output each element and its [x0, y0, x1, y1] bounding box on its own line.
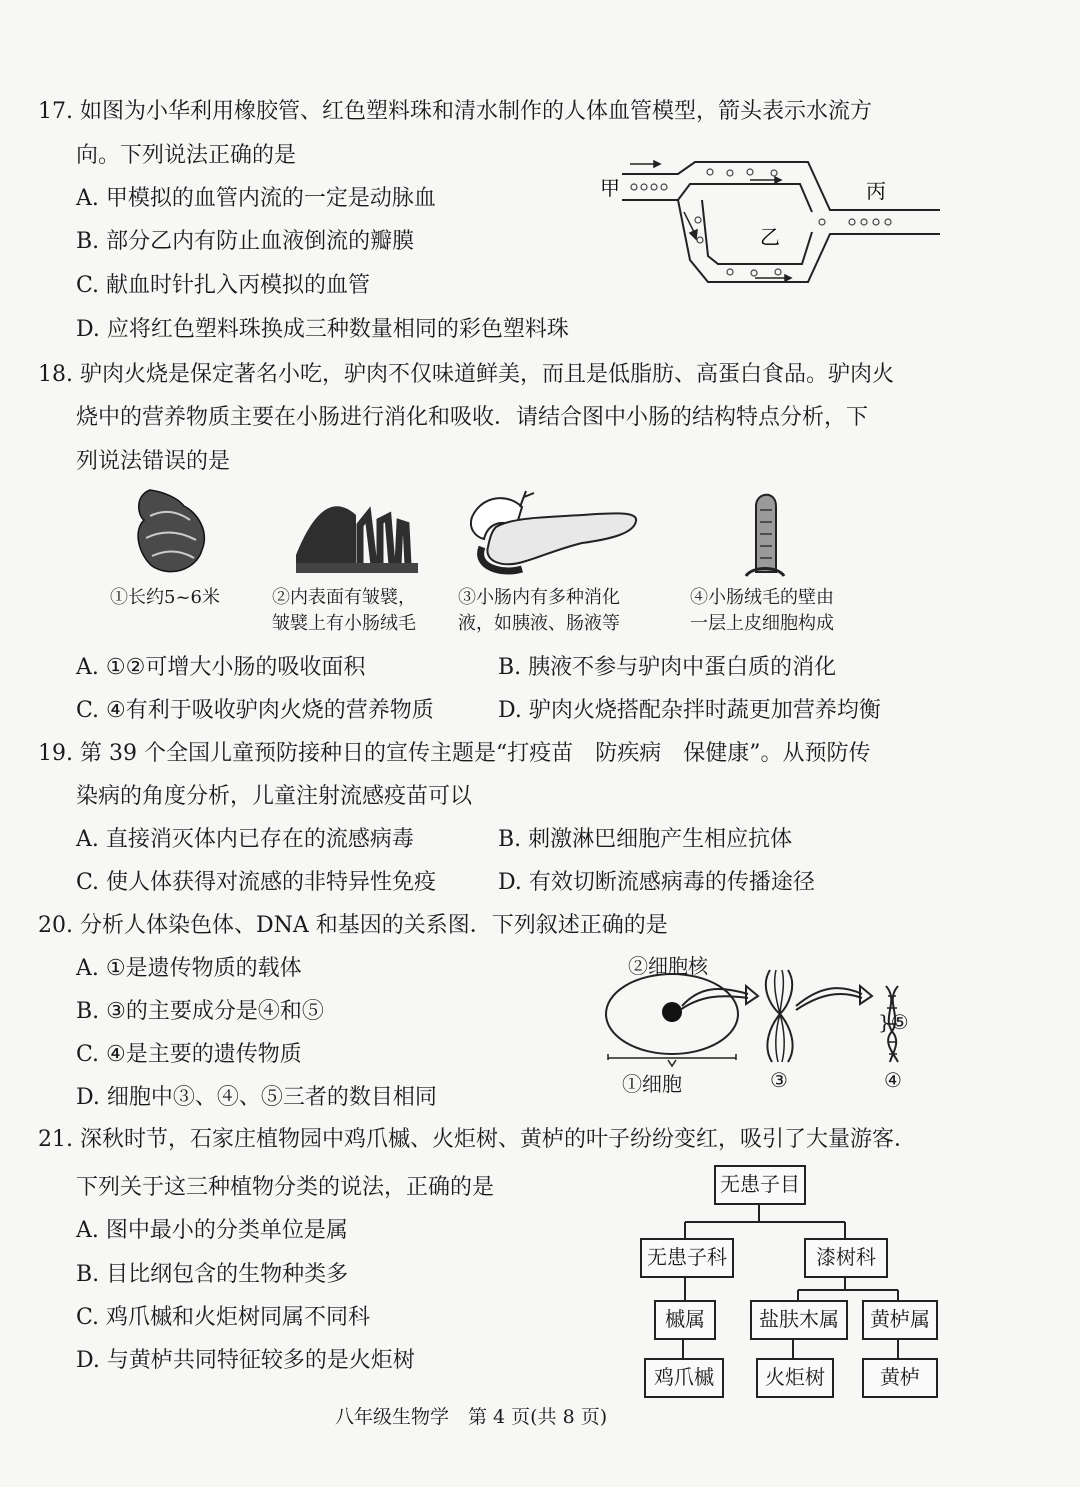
- q17-option-c[interactable]: C. 献血时针扎入丙模拟的血管: [76, 273, 371, 298]
- taxon-genus-3-box: 黄栌属: [862, 1300, 938, 1340]
- q17-stem-line2: 向。下列说法正确的是: [76, 143, 297, 168]
- q19-option-d[interactable]: D. 有效切断流感病毒的传播途径: [498, 870, 815, 895]
- q18-option-c[interactable]: C. ④有利于吸收驴肉火烧的营养物质: [76, 698, 434, 723]
- q18-stem-line1: 18. 驴肉火烧是保定著名小吃，驴肉不仅味道鲜美，而且是低脂肪、高蛋白食品。驴肉火: [38, 362, 894, 387]
- dna-label: ④: [884, 1068, 902, 1092]
- q17-stem-line1: 17. 如图为小华利用橡胶管、红色塑料珠和清水制作的人体血管模型，箭头表示水流方: [38, 99, 872, 124]
- q19-option-b[interactable]: B. 刺激淋巴细胞产生相应抗体: [498, 827, 793, 852]
- gene-label: }⑤: [878, 1010, 909, 1034]
- q19-option-a[interactable]: A. 直接消灭体内已存在的流感病毒: [76, 827, 414, 852]
- q21-option-a[interactable]: A. 图中最小的分类单位是属: [76, 1218, 348, 1243]
- vessel-label-jia: 甲: [600, 176, 620, 200]
- q18-stem-line2: 烧中的营养物质主要在小肠进行消化和吸收．请结合图中小肠的结构特点分析，下: [76, 405, 869, 430]
- species-3-box: 黄栌: [862, 1358, 938, 1398]
- q20-option-b[interactable]: B. ③的主要成分是④和⑤: [76, 999, 324, 1024]
- intestine-caption-2: ②内表面有皱襞， 皱襞上有小肠绒毛: [272, 587, 416, 634]
- q17-option-d[interactable]: D. 应将红色塑料珠换成三种数量相同的彩色塑料珠: [76, 317, 569, 342]
- vessel-label-bing: 丙: [866, 179, 886, 203]
- q20-option-d[interactable]: D. 细胞中③、④、⑤三者的数目相同: [76, 1085, 437, 1110]
- chromosome-label: ③: [770, 1068, 788, 1092]
- species-1-box: 鸡爪槭: [644, 1358, 724, 1398]
- taxon-genus-1-box: 槭属: [654, 1300, 716, 1340]
- intestine-caption-4: ④小肠绒毛的壁由 一层上皮细胞构成: [690, 587, 834, 634]
- taxon-order-box: 无患子目: [714, 1165, 806, 1205]
- cell-label: ①细胞: [622, 1072, 682, 1096]
- q21-option-b[interactable]: B. 目比纲包含的生物种类多: [76, 1262, 349, 1287]
- intestine-caption-3: ③小肠内有多种消化 液，如胰液、肠液等: [458, 587, 620, 634]
- intestine-caption-1: ①长约5~6米: [110, 587, 220, 608]
- cell-nucleus-label: ②细胞核: [628, 954, 708, 978]
- species-2-box: 火炬树: [756, 1358, 834, 1398]
- q19-stem-line1: 19. 第 39 个全国儿童预防接种日的宣传主题是“打疫苗 防疾病 保健康”。从预防传: [38, 741, 871, 766]
- q17-option-b[interactable]: B. 部分乙内有防止血液倒流的瓣膜: [76, 229, 415, 254]
- q18-option-a[interactable]: A. ①②可增大小肠的吸收面积: [76, 655, 366, 680]
- q21-option-d[interactable]: D. 与黄栌共同特征较多的是火炬树: [76, 1348, 415, 1373]
- q21-stem-line2: 下列关于这三种植物分类的说法，正确的是: [76, 1175, 495, 1200]
- q20-option-a[interactable]: A. ①是遗传物质的载体: [76, 956, 302, 981]
- q19-stem-line2: 染病的角度分析，儿童注射流感疫苗可以: [76, 784, 473, 809]
- q21-option-c[interactable]: C. 鸡爪槭和火炬树同属不同科: [76, 1305, 371, 1330]
- q18-stem-line3: 列说法错误的是: [76, 449, 231, 474]
- q21-stem-line1: 21. 深秋时节，石家庄植物园中鸡爪槭、火炬树、黄栌的叶子纷纷变红，吸引了大量游客．: [38, 1127, 916, 1152]
- q17-option-a[interactable]: A. 甲模拟的血管内流的一定是动脉血: [76, 186, 436, 211]
- q19-option-c[interactable]: C. 使人体获得对流感的非特异性免疫: [76, 870, 437, 895]
- q18-option-b[interactable]: B. 胰液不参与驴肉中蛋白质的消化: [498, 655, 837, 680]
- taxon-genus-2-box: 盐肤木属: [750, 1300, 848, 1340]
- q20-option-c[interactable]: C. ④是主要的遗传物质: [76, 1042, 302, 1067]
- q18-option-d[interactable]: D. 驴肉火烧搭配杂拌时蔬更加营养均衡: [498, 698, 881, 723]
- page-footer: 八年级生物学 第 4 页(共 8 页): [335, 1406, 608, 1428]
- taxon-family-2-box: 漆树科: [804, 1238, 888, 1278]
- q20-stem: 20. 分析人体染色体、DNA 和基因的关系图．下列叙述正确的是: [38, 913, 668, 938]
- taxon-family-1-box: 无患子科: [640, 1238, 734, 1278]
- vessel-label-yi: 乙: [760, 225, 780, 249]
